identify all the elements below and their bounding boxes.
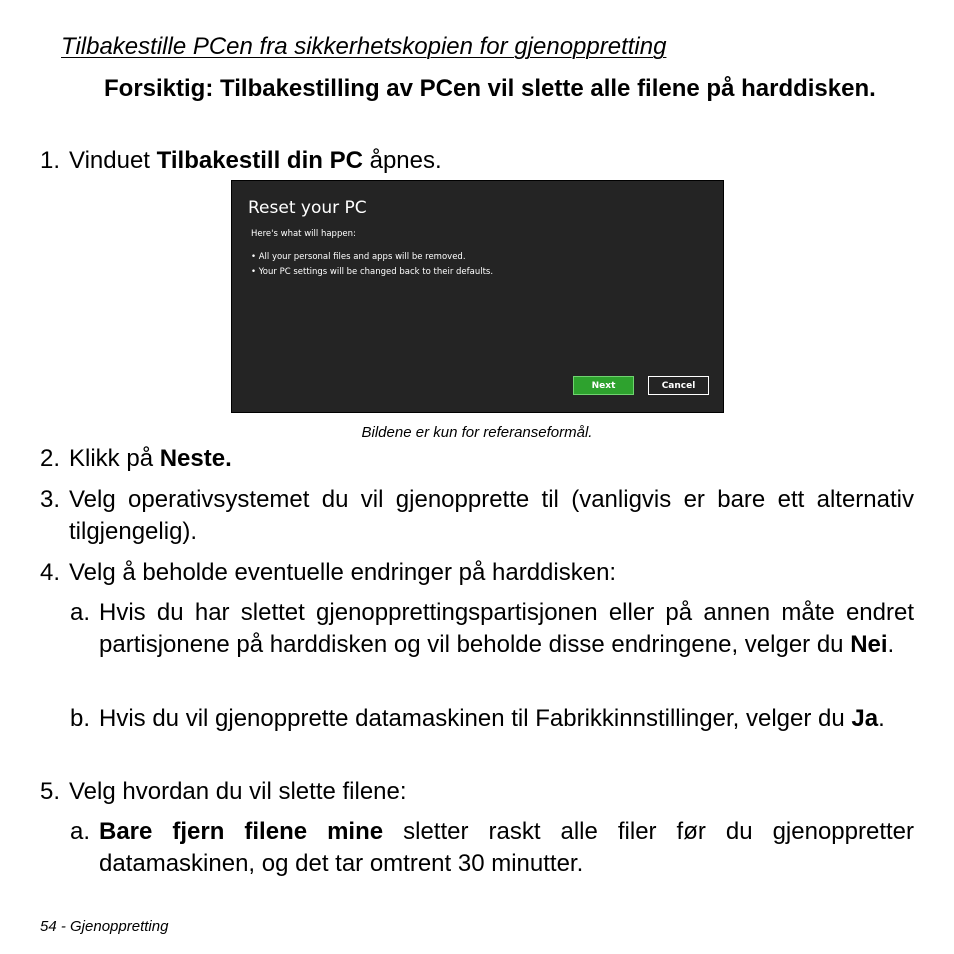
substep-letter: b.	[70, 705, 91, 732]
page-footer: 54 - Gjenoppretting	[40, 918, 169, 935]
step-2	[40, 443, 914, 475]
step-bold-text: Tilbakestill din PC	[156, 147, 363, 174]
next-button[interactable]: Next	[573, 376, 634, 395]
substep-text: .	[887, 631, 895, 658]
substep-bold-text: Nei	[850, 631, 888, 658]
reset-pc-dialog-screenshot	[231, 180, 724, 413]
step-number: 3.	[40, 486, 61, 513]
substep-letter: a.	[70, 818, 91, 845]
dialog-bullet-list	[251, 250, 493, 280]
substep-bold-text: Ja	[851, 705, 879, 732]
cancel-button[interactable]: Cancel	[648, 376, 709, 395]
dialog-title: Reset your PC	[248, 198, 367, 218]
substep-text: Hvis du har slettet gjenopprettingspartisjonen eller på annen måte endret partisjonene på harddisken og vil beholde disse endringene, velger du	[99, 599, 914, 658]
substep-text: sletter raskt alle filer før du gjenoppretter datamaskinen, og det tar omtrent 30 minutter.	[99, 818, 915, 877]
step-number: 1.	[40, 147, 61, 174]
warning-text: Forsiktig: Tilbakestilling av PCen vil slette alle filene på harddisken.	[104, 75, 876, 102]
substep-bold-text: Bare fjern filene mine	[99, 818, 384, 845]
section-heading: Tilbakestille PCen fra sikkerhetskopien for gjenoppretting	[61, 33, 667, 60]
step-text: Velg hvordan du vil slette filene:	[69, 778, 407, 805]
substep-letter: a.	[70, 599, 91, 626]
step-number: 2.	[40, 445, 61, 472]
step-text: Vinduet	[69, 147, 157, 174]
step-number: 5.	[40, 778, 61, 805]
substep-5a	[70, 816, 914, 880]
substep-4b	[70, 703, 914, 735]
step-4	[40, 557, 914, 589]
step-5	[40, 776, 914, 808]
dialog-bullet: • Your PC settings will be changed back to their defaults.	[251, 267, 494, 277]
step-number: 4.	[40, 559, 61, 586]
step-3	[40, 484, 914, 548]
step-text: Velg å beholde eventuelle endringer på harddisken:	[69, 559, 617, 586]
dialog-subtitle: Here's what will happen:	[251, 229, 356, 239]
dialog-bullet: • All your personal files and apps will be removed.	[251, 252, 466, 262]
step-text: åpnes.	[362, 147, 442, 174]
substep-4a	[70, 597, 914, 661]
image-caption: Bildene er kun for referanseformål.	[361, 424, 593, 441]
step-bold-text: Neste.	[159, 445, 232, 472]
substep-text: .	[878, 705, 885, 732]
step-text: Klikk på	[69, 445, 160, 472]
step-text: Velg operativsystemet du vil gjenopprette til (vanligvis er bare ett alternativ tilgjengelig).	[69, 486, 914, 545]
substep-text: Hvis du vil gjenopprette datamaskinen til Fabrikkinnstillinger, velger du	[99, 705, 852, 732]
step-1	[40, 145, 914, 177]
